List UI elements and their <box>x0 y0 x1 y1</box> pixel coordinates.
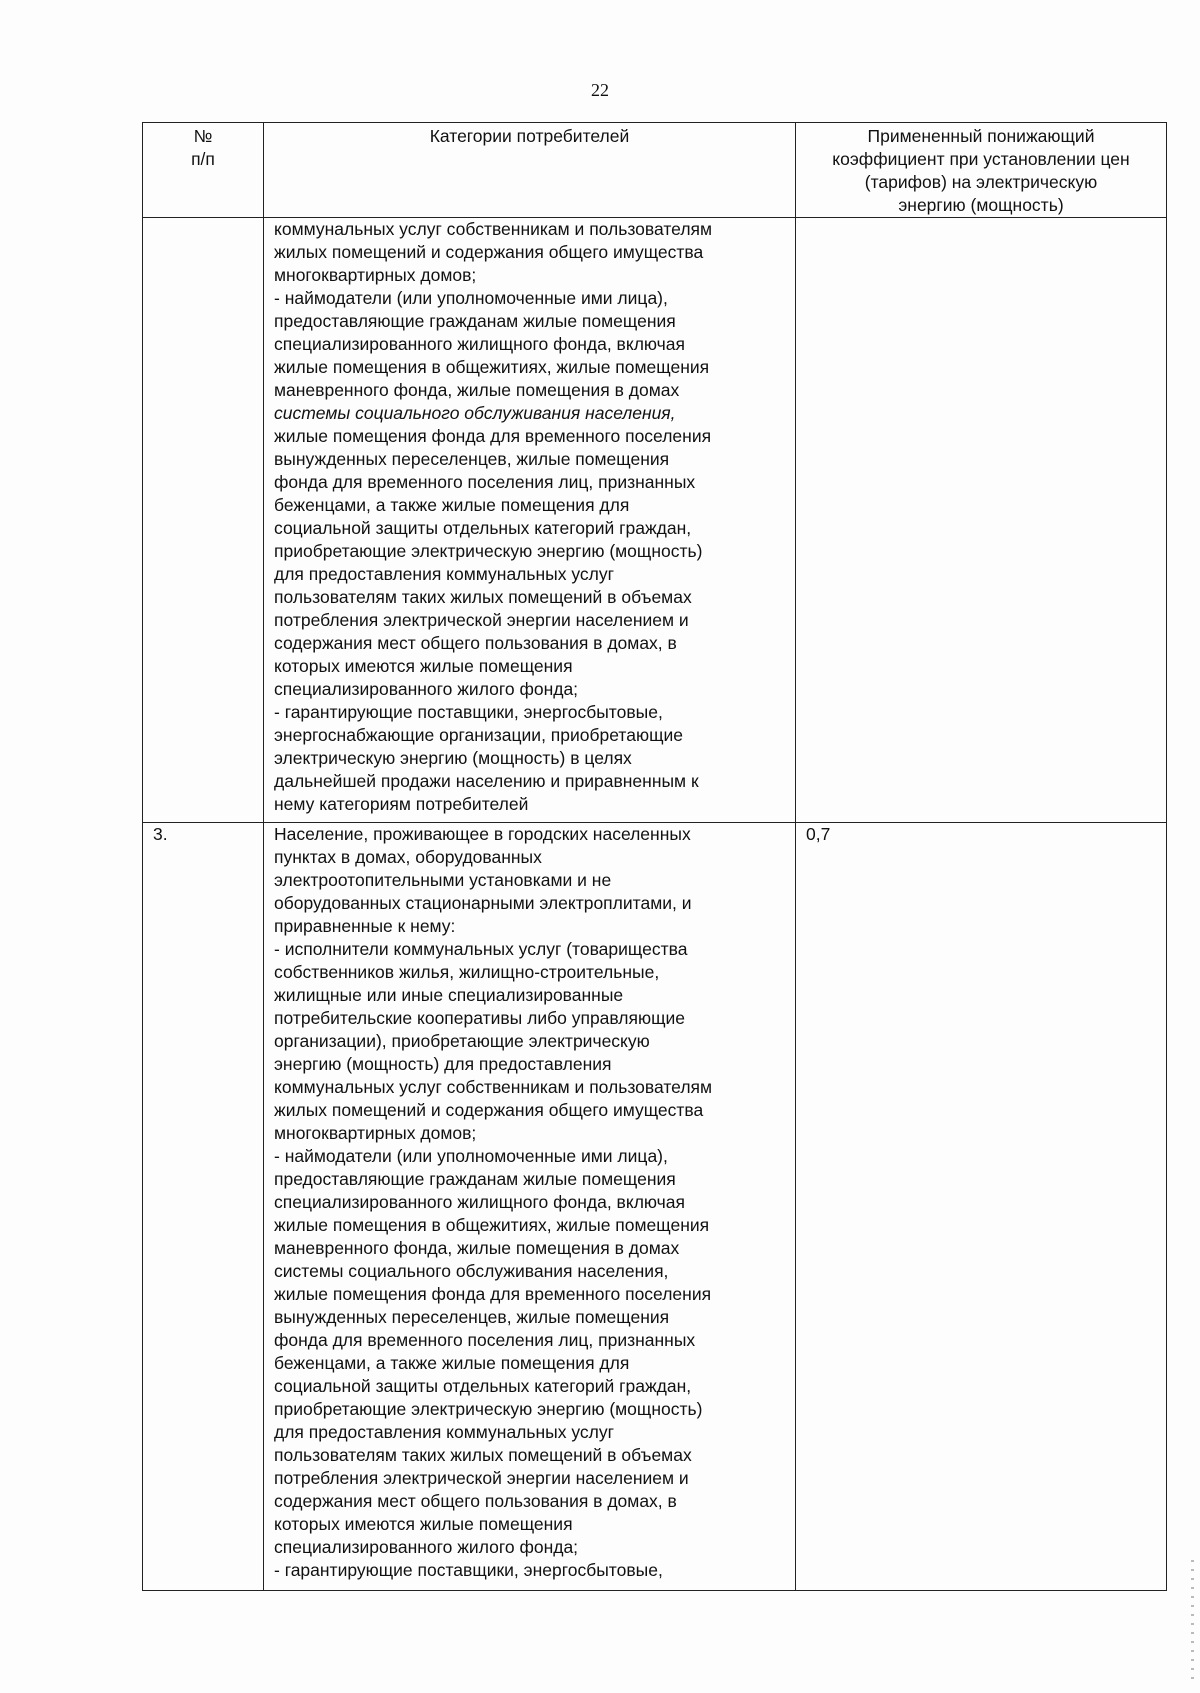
header-line: (тарифов) на электрическую <box>864 172 1098 192</box>
category-text-line: вынужденных переселенцев, жилые помещения <box>274 1307 670 1327</box>
header-number <box>143 123 264 218</box>
category-text-line: энергию (мощность) для предоставления <box>274 1054 612 1074</box>
category-text-line: содержания мест общего пользования в домах, в <box>274 633 677 653</box>
category-text-line: оборудованных стационарными электроплитами, и <box>274 893 692 913</box>
category-text-line: дальнейшей продажи населению и приравненным к <box>274 771 699 791</box>
category-text-line: электрическую энергию (мощность) в целях <box>274 748 632 768</box>
scan-edge-marks <box>1191 1560 1194 1680</box>
category-text-line: вынужденных переселенцев, жилые помещения <box>274 449 670 469</box>
header-line: Категории потребителей <box>429 126 630 146</box>
category-text-line: многоквартирных домов; <box>274 1123 477 1143</box>
coefficient-cell: 0,7 <box>796 823 1167 1591</box>
category-text-line: электроотопительными установками и не <box>274 870 612 890</box>
category-text-line: фонда для временного поселения лиц, признанных <box>274 1330 696 1350</box>
category-text-line: которых имеются жилые помещения <box>274 656 573 676</box>
category-text-line: приравненные к нему: <box>274 916 456 936</box>
category-text-line: содержания мест общего пользования в домах, в <box>274 1491 677 1511</box>
category-cell <box>264 218 796 823</box>
category-text-line: многоквартирных домов; <box>274 265 477 285</box>
category-text-line: пользователям таких жилых помещений в объемах <box>274 587 692 607</box>
row-number-cell <box>143 218 264 823</box>
header-category <box>264 123 796 218</box>
category-text-line: коммунальных услуг собственникам и пользователям <box>274 1077 713 1097</box>
category-text-line: жилых помещений и содержания общего имущества <box>274 1100 704 1120</box>
table-row <box>143 218 1167 823</box>
category-text-line: жилых помещений и содержания общего имущества <box>274 242 704 262</box>
header-line: п/п <box>191 149 215 169</box>
category-text-line: жилищные или иные специализированные <box>274 985 624 1005</box>
header-line: коэффициент при установлении цен <box>832 149 1130 169</box>
category-text-line: коммунальных услуг собственникам и пользователям <box>274 219 713 239</box>
coefficient-cell <box>796 218 1167 823</box>
category-text-line: жилые помещения в общежитиях, жилые помещения <box>274 1215 710 1235</box>
header-line: Примененный понижающий <box>867 126 1095 146</box>
category-text-line: системы социального обслуживания населения, <box>274 1261 669 1281</box>
category-text-line: потребления электрической энергии населением и <box>274 1468 689 1488</box>
category-text-line: жилые помещения в общежитиях, жилые помещения <box>274 357 710 377</box>
category-text-line: - гарантирующие поставщики, энергосбытовые, <box>274 1560 663 1580</box>
category-text-line: Население, проживающее в городских населенных <box>274 824 691 844</box>
category-text-line: организации), приобретающие электрическую <box>274 1031 650 1051</box>
category-text-line: специализированного жилого фонда; <box>274 1537 579 1557</box>
category-text-line: маневренного фонда, жилые помещения в домах <box>274 1238 680 1258</box>
category-text-line: маневренного фонда, жилые помещения в домах <box>274 380 680 400</box>
category-text-line: пунктах в домах, оборудованных <box>274 847 542 867</box>
category-text-line: собственников жилья, жилищно-строительные, <box>274 962 660 982</box>
category-text-line: - исполнители коммунальных услуг (товарищества <box>274 939 688 959</box>
category-text-line: жилые помещения фонда для временного поселения <box>274 1284 712 1304</box>
category-text-line: которых имеются жилые помещения <box>274 1514 573 1534</box>
category-text-line: нему категориям потребителей <box>274 794 529 814</box>
category-text-line: энергоснабжающие организации, приобретающие <box>274 725 683 745</box>
category-text-line: приобретающие электрическую энергию (мощность) <box>274 541 703 561</box>
category-text-line: приобретающие электрическую энергию (мощность) <box>274 1399 703 1419</box>
category-text-line: фонда для временного поселения лиц, признанных <box>274 472 696 492</box>
category-text-line: пользователям таких жилых помещений в объемах <box>274 1445 692 1465</box>
category-cell <box>264 823 796 1591</box>
row-number-cell: 3. <box>143 823 264 1591</box>
category-text-line: беженцами, а также жилые помещения для <box>274 495 630 515</box>
header-line: энергию (мощность) <box>898 195 1064 215</box>
category-text-line: потребления электрической энергии населением и <box>274 610 689 630</box>
category-text-line: для предоставления коммунальных услуг <box>274 1422 615 1442</box>
category-text-line: - наймодатели (или уполномоченные ими лица), <box>274 1146 668 1166</box>
category-text-line: для предоставления коммунальных услуг <box>274 564 615 584</box>
category-text-line: специализированного жилого фонда; <box>274 679 579 699</box>
header-line: № <box>193 126 213 146</box>
category-text-line: предоставляющие гражданам жилые помещения <box>274 1169 676 1189</box>
category-text-line: беженцами, а также жилые помещения для <box>274 1353 630 1373</box>
header-coefficient <box>796 123 1167 218</box>
category-text-line: предоставляющие гражданам жилые помещения <box>274 311 676 331</box>
table-row <box>143 823 1167 1591</box>
page-number: 22 <box>591 80 609 100</box>
category-text-line: жилые помещения фонда для временного поселения <box>274 426 712 446</box>
category-text-line: социальной защиты отдельных категорий граждан, <box>274 518 692 538</box>
category-text-line: социальной защиты отдельных категорий граждан, <box>274 1376 692 1396</box>
tariff-table <box>142 122 1167 1591</box>
category-text-line: потребительские кооперативы либо управляющие <box>274 1008 686 1028</box>
category-text-line: специализированного жилищного фонда, включая <box>274 1192 685 1212</box>
category-text-line: специализированного жилищного фонда, включая <box>274 334 685 354</box>
category-text-line: - гарантирующие поставщики, энергосбытовые, <box>274 702 663 722</box>
table-header-row <box>143 123 1167 218</box>
category-text-line: системы социального обслуживания населения, <box>274 403 676 423</box>
category-text-line: - наймодатели (или уполномоченные ими лица), <box>274 288 668 308</box>
